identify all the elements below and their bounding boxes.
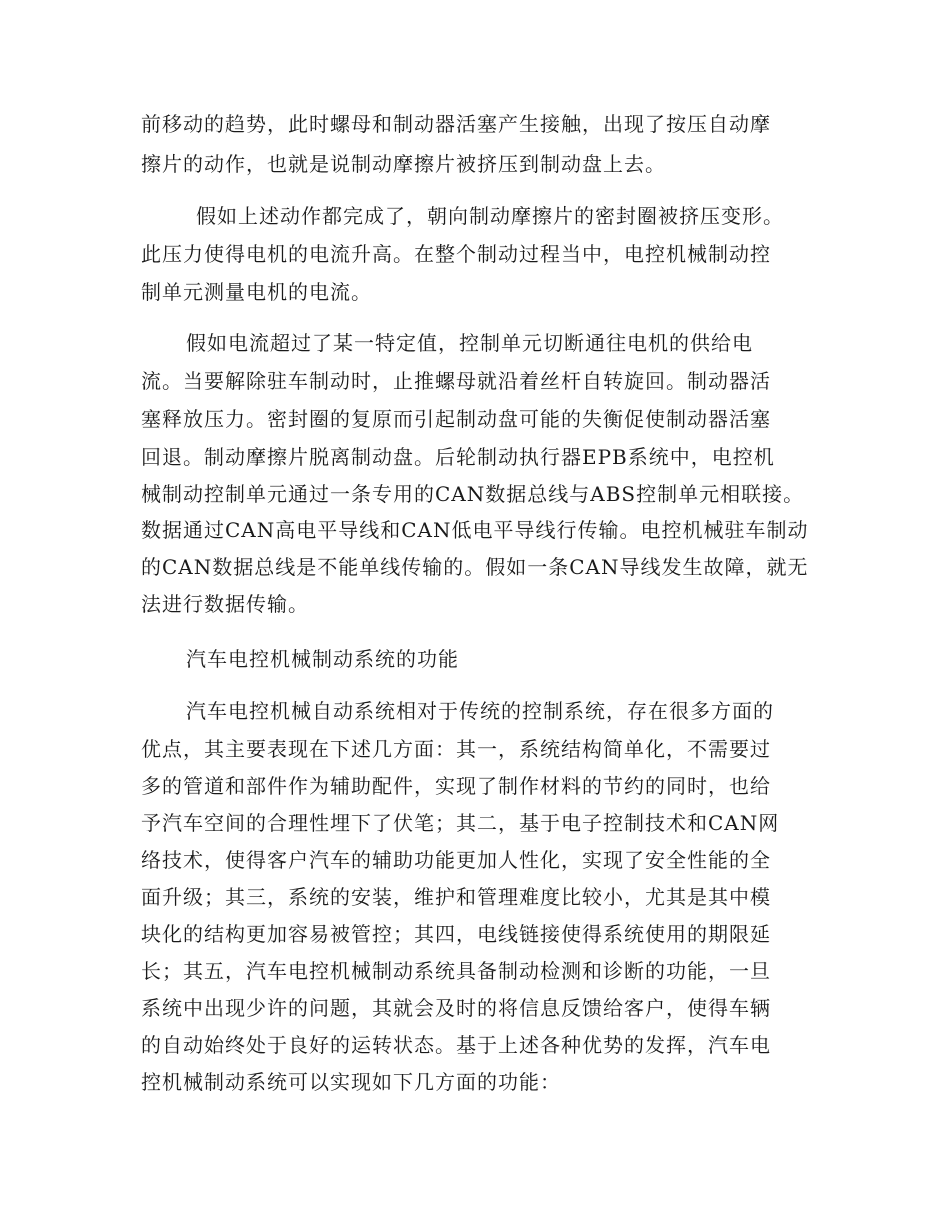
text-line: 械制动控制单元通过一条专用的CAN数据总线与ABS控制单元相联接。: [141, 482, 805, 506]
text-line: 法进行数据传输。: [141, 592, 309, 616]
text-line: 优点，其主要表现在下述几方面：其一，系统结构简单化，不需要过: [141, 737, 771, 761]
text-line: 面升级；其三，系统的安装，维护和管理难度比较小，尤其是其中模: [141, 885, 771, 909]
text-line: 回退。制动摩擦片脱离制动盘。后轮制动执行器EPB系统中，电控机: [141, 445, 775, 469]
section-heading: 汽车电控机械制动系统的功能: [186, 647, 459, 671]
text-line: 长；其五，汽车电控机械制动系统具备制动检测和诊断的功能，一旦: [141, 959, 771, 983]
text-line: 擦片的动作，也就是说制动摩擦片被挤压到制动盘上去。: [141, 152, 666, 176]
text-line: 多的管道和部件作为辅助配件，实现了制作材料的节约的同时，也给: [141, 774, 771, 798]
text-line: 数据通过CAN高电平导线和CAN低电平导线行传输。电控机械驻车制动: [141, 518, 809, 542]
text-line: 塞释放压力。密封圈的复原而引起制动盘可能的失衡促使制动器活塞: [141, 407, 771, 431]
text-line: 系统中出现少许的问题，其就会及时的将信息反馈给客户，使得车辆: [141, 996, 771, 1020]
text-line: 的CAN数据总线是不能单线传输的。假如一条CAN导线发生故障，就无: [141, 555, 809, 579]
text-line: 此压力使得电机的电流升高。在整个制动过程当中，电控机械制动控: [141, 242, 771, 266]
text-line: 汽车电控机械自动系统相对于传统的控制系统，存在很多方面的: [186, 699, 774, 723]
text-line: 流。当要解除驻车制动时，止推螺母就沿着丝杆自转旋回。制动器活: [141, 369, 771, 393]
text-line: 控机械制动系统可以实现如下几方面的功能：: [141, 1070, 561, 1094]
text-line: 的自动始终处于良好的运转状态。基于上述各种优势的发挥，汽车电: [141, 1033, 771, 1057]
text-line: 前移动的趋势，此时螺母和制动器活塞产生接触，出现了按压自动摩: [141, 112, 771, 136]
text-line: 假如电流超过了某一特定值，控制单元切断通往电机的供给电: [186, 331, 753, 355]
text-line: 块化的结构更加容易被管控；其四，电线链接使得系统使用的期限延: [141, 922, 771, 946]
text-line: 予汽车空间的合理性埋下了伏笔；其二，基于电子控制技术和CAN网: [141, 811, 780, 835]
text-line: 络技术，使得客户汽车的辅助功能更加人性化，实现了安全性能的全: [141, 848, 771, 872]
text-line: 制单元测量电机的电流。: [141, 280, 372, 304]
text-line: 假如上述动作都完成了，朝向制动摩擦片的密封圈被挤压变形。: [196, 204, 784, 228]
